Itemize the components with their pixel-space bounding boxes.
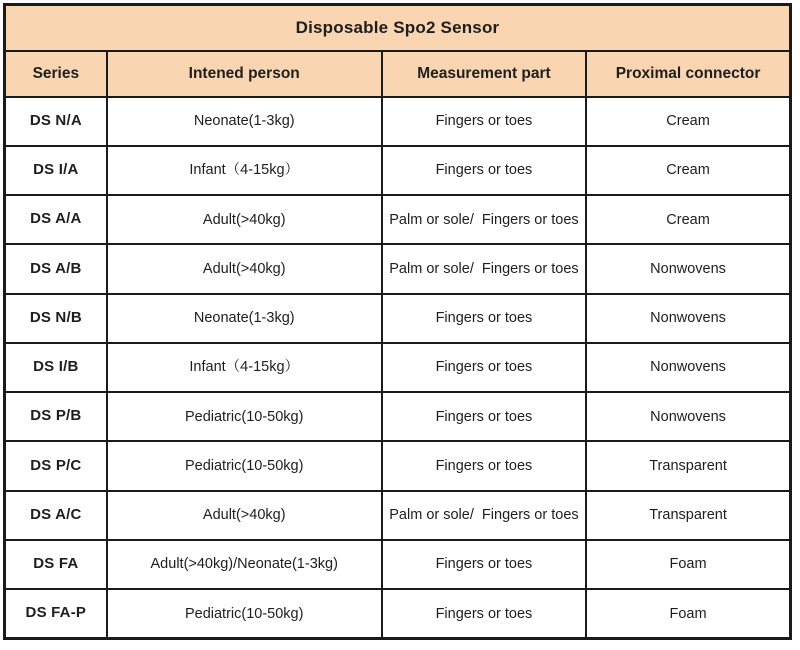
person-cell: Adult(>40kg) — [107, 195, 382, 244]
person-cell: Infant（4-15kg） — [107, 343, 382, 392]
spo2-sensor-spec-table — [3, 3, 792, 640]
column-header-part: Measurement part — [382, 51, 586, 97]
series-cell: DS A/C — [5, 491, 107, 540]
table-row — [5, 491, 791, 540]
person-cell: Pediatric(10-50kg) — [107, 441, 382, 490]
person-cell: Adult(>40kg) — [107, 491, 382, 540]
part-cell: Fingers or toes — [382, 589, 586, 638]
table-row — [5, 244, 791, 293]
series-cell: DS I/B — [5, 343, 107, 392]
part-cell: Fingers or toes — [382, 97, 586, 146]
person-cell: Pediatric(10-50kg) — [107, 589, 382, 638]
table-row — [5, 294, 791, 343]
column-header-person: Intened person — [107, 51, 382, 97]
series-cell: DS N/A — [5, 97, 107, 146]
series-cell: DS FA-P — [5, 589, 107, 638]
person-cell: Pediatric(10-50kg) — [107, 392, 382, 441]
connector-cell: Transparent — [586, 441, 790, 490]
series-cell: DS A/A — [5, 195, 107, 244]
part-cell: Fingers or toes — [382, 441, 586, 490]
series-cell: DS P/B — [5, 392, 107, 441]
person-cell: Infant（4-15kg） — [107, 146, 382, 195]
table-title: Disposable Spo2 Sensor — [5, 5, 791, 51]
part-cell: Fingers or toes — [382, 343, 586, 392]
series-cell: DS N/B — [5, 294, 107, 343]
connector-cell: Foam — [586, 540, 790, 589]
person-cell: Neonate(1-3kg) — [107, 97, 382, 146]
connector-cell: Cream — [586, 97, 790, 146]
series-cell: DS P/C — [5, 441, 107, 490]
person-cell: Neonate(1-3kg) — [107, 294, 382, 343]
part-cell: Fingers or toes — [382, 540, 586, 589]
part-cell: Fingers or toes — [382, 146, 586, 195]
table-row — [5, 540, 791, 589]
part-cell: Fingers or toes — [382, 392, 586, 441]
person-cell: Adult(>40kg) — [107, 244, 382, 293]
part-cell: Fingers or toes — [382, 294, 586, 343]
table-row — [5, 441, 791, 490]
table-row — [5, 392, 791, 441]
table-body — [5, 97, 791, 639]
connector-cell: Nonwovens — [586, 244, 790, 293]
connector-cell: Nonwovens — [586, 343, 790, 392]
column-header-series: Series — [5, 51, 107, 97]
table-head — [5, 5, 791, 97]
table-row — [5, 589, 791, 638]
connector-cell: Cream — [586, 146, 790, 195]
part-cell: Palm or sole/ Fingers or toes — [382, 491, 586, 540]
column-header-connector: Proximal connector — [586, 51, 790, 97]
connector-cell: Transparent — [586, 491, 790, 540]
column-header-row — [5, 51, 791, 97]
connector-cell: Nonwovens — [586, 392, 790, 441]
connector-cell: Cream — [586, 195, 790, 244]
series-cell: DS FA — [5, 540, 107, 589]
table-row — [5, 97, 791, 146]
connector-cell: Foam — [586, 589, 790, 638]
series-cell: DS I/A — [5, 146, 107, 195]
part-cell: Palm or sole/ Fingers or toes — [382, 244, 586, 293]
series-cell: DS A/B — [5, 244, 107, 293]
table-row — [5, 195, 791, 244]
part-cell: Palm or sole/ Fingers or toes — [382, 195, 586, 244]
table-title-row — [5, 5, 791, 51]
connector-cell: Nonwovens — [586, 294, 790, 343]
person-cell: Adult(>40kg)/Neonate(1-3kg) — [107, 540, 382, 589]
table-row — [5, 343, 791, 392]
table-row — [5, 146, 791, 195]
